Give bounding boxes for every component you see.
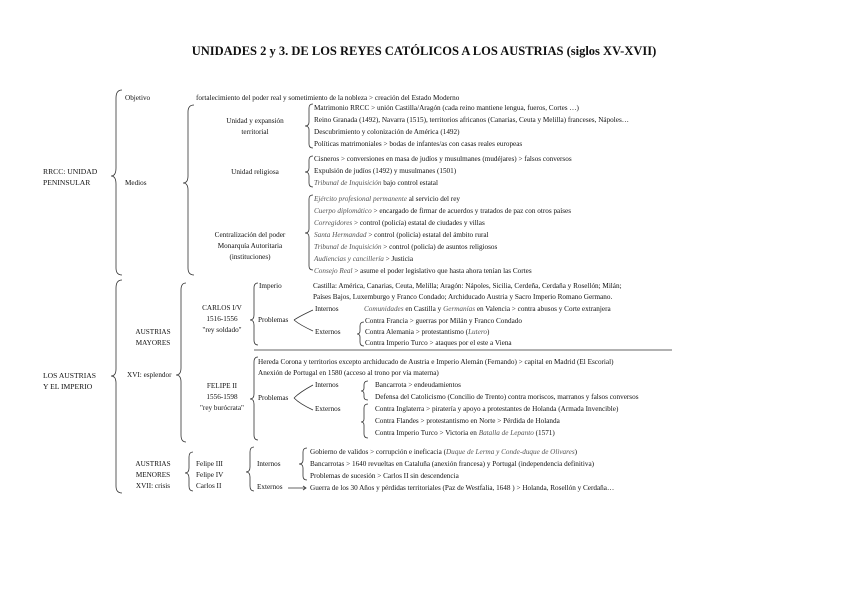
- brace-rrcc: [111, 90, 122, 275]
- brace-menores-problemas: [246, 447, 254, 491]
- imperio-label: Imperio: [259, 282, 282, 290]
- felipe-internos-label: Internos: [315, 381, 339, 389]
- unidad-religiosa-label: Unidad religiosa: [231, 168, 279, 176]
- brace-felipe-externos: [361, 404, 368, 438]
- brace-austrias: [111, 280, 122, 493]
- brace-centralizacion: [305, 195, 313, 270]
- list-item: Bancarrota > endeudamientos: [375, 381, 461, 389]
- rey-carlos-ii: Carlos II: [196, 482, 222, 490]
- list-item: Tribunal de Inquisición > control (policía) de asuntos religiosos: [314, 243, 498, 251]
- list-item: Matrimonio RRCC > unión Castilla/Aragón (cada reino mantiene lengua, fueros, Cortes …): [314, 104, 579, 112]
- menores-1: AUSTRIAS: [135, 460, 171, 468]
- objetivo-label: Objetivo: [125, 94, 151, 102]
- austrias-heading-2: Y EL IMPERIO: [43, 382, 93, 391]
- rrcc-heading-1: RRCC: UNIDAD: [43, 167, 98, 176]
- centralizacion-2: Monarquía Autoritaria: [217, 242, 283, 250]
- list-item: Contra Imperio Turco > ataques por el este a Viena: [365, 339, 512, 347]
- menores-internos-label: Internos: [257, 460, 281, 468]
- list-item: Audiencias y cancillería > Justicia: [314, 255, 414, 263]
- felipe-herencia-1: Hereda Corona y territorios excepto archiducado de Austria e Imperio Alemán (Fernando) > capital en Madrid (El Escorial): [258, 358, 614, 366]
- list-item: Descubrimiento y colonización de América (1492): [314, 128, 460, 136]
- medios-label: Medios: [125, 179, 147, 187]
- list-item: Contra Imperio Turco > Victoria en Batalla de Lepanto (1571): [375, 429, 555, 437]
- list-item: Guerra de los 30 Años y pérdidas territoriales (Paz de Westfalia, 1648 ) > Holanda, Rosellón y Cerdaña…: [310, 484, 615, 492]
- mayores-1: AUSTRIAS: [135, 328, 171, 336]
- list-item: Contra Flandes > protestantismo en Norte > Pérdida de Holanda: [375, 417, 560, 425]
- brace-xvi: [176, 283, 186, 442]
- carlos-internos-label: Internos: [315, 305, 339, 313]
- mayores-2: MAYORES: [135, 339, 171, 347]
- brace-carlos: [250, 283, 258, 345]
- list-item: Contra Francia > guerras por Milán y Franco Condado: [365, 317, 522, 325]
- list-item: Defensa del Catolicismo (Concilio de Trento) contra moriscos, marranos y falsos conversos: [375, 393, 639, 401]
- list-item: Cuerpo diplomático > encargado de firmar de acuerdos y tratados de paz con otros países: [314, 207, 572, 215]
- imperio-line-1: Castilla: América, Canarias, Ceuta, Melilla; Aragón: Nápoles, Sicilia, Cerdeña, Cerdaña y Rosellón; Milán;: [313, 282, 622, 290]
- list-item: Contra Inglaterra > piratería y apoyo a protestantes de Holanda (Armada Invencible): [375, 405, 619, 413]
- arrow-carlos-externos: [294, 320, 313, 331]
- rey-felipe-iii: Felipe III: [196, 460, 223, 468]
- menores-3: XVII: crisis: [135, 482, 171, 490]
- arrow-felipe-internos: [294, 385, 313, 398]
- carlos-dates: 1516-1556: [206, 315, 238, 323]
- brace-medios: [183, 105, 194, 275]
- felipe-dates: 1556-1598: [206, 393, 238, 401]
- austrias-heading-1: LOS AUSTRIAS: [43, 371, 96, 380]
- carlos-problemas-label: Problemas: [258, 316, 289, 324]
- carlos-name: CARLOS I/V: [202, 304, 242, 312]
- list-item: Contra Alemania > protestantismo (Lutero): [365, 328, 490, 336]
- list-item: Cisneros > conversiones en masa de judíos y musulmanes (mudéjares) > falsos conversos: [314, 155, 572, 163]
- centralizacion-3: (instituciones): [229, 253, 271, 261]
- felipe-problemas-label: Problemas: [258, 394, 289, 402]
- unidad-expansion-1: Unidad y expansión: [226, 117, 284, 125]
- list-item: Consejo Real > asume el poder legislativo que hasta ahora tenían las Cortes: [314, 267, 532, 275]
- imperio-line-2: Países Bajos, Luxemburgo y Franco Condado; Archiducado Austria y Sacro Imperio Romano Germano.: [313, 293, 613, 301]
- felipe-herencia-2: Anexión de Portugal en 1580 (acceso al trono por vía materna): [258, 369, 439, 377]
- felipe-epithet: "rey burócrata": [200, 404, 244, 412]
- list-item: Corregidores > control (policía) estatal de ciudades y villas: [314, 219, 485, 227]
- brace-felipe: [250, 357, 258, 440]
- list-item: Santa Hermandad > control (policía) estatal del ámbito rural: [314, 231, 489, 239]
- list-item: Problemas de sucesión > Carlos II sin descendencia: [310, 472, 459, 480]
- brace-carlos-externos: [357, 322, 364, 346]
- list-item: Reino Granada (1492), Navarra (1515), territorios africanos (Canarias, Ceuta y Melilla) franceses, Nápoles…: [314, 116, 629, 124]
- list-item: Expulsión de judíos (1492) y musulmanes (1501): [314, 167, 457, 175]
- list-item: Políticas matrimoniales > bodas de infantes/as con casas reales europeas: [314, 140, 523, 148]
- brace-menores-reyes: [185, 452, 193, 491]
- arrow-felipe-externos: [294, 398, 313, 410]
- list-item: Comunidades en Castilla y Germanías en Valencia > contra abusos y Corte extranjera: [364, 305, 611, 313]
- carlos-externos-label: Externos: [315, 328, 341, 336]
- menores-externos-label: Externos: [257, 483, 283, 491]
- menores-2: MENORES: [135, 471, 171, 479]
- rey-felipe-iv: Felipe IV: [196, 471, 224, 479]
- arrow-head: [303, 486, 306, 490]
- brace-felipe-internos: [361, 381, 368, 400]
- list-item: Ejército profesional permanente al servicio del rey: [314, 195, 460, 203]
- page-title: UNIDADES 2 y 3. DE LOS REYES CATÓLICOS A LOS AUSTRIAS (siglos XV-XVII): [191, 44, 657, 58]
- list-item: Bancarrotas > 1640 revueltas en Cataluña (anexión francesa) y Portugal (independencia definitiva): [310, 460, 595, 468]
- felipe-name: FELIPE II: [206, 382, 238, 390]
- siglo-xvi-label: XVI: esplendor: [127, 371, 172, 379]
- rrcc-heading-2: PENINSULAR: [43, 178, 91, 187]
- brace-unidad-expansion: [305, 104, 313, 148]
- unidad-expansion-2: territorial: [241, 128, 269, 136]
- brace-menores-internos: [299, 448, 307, 480]
- brace-unidad-religiosa: [305, 156, 313, 187]
- list-item: Tribunal de Inquisición bajo control estatal: [314, 179, 438, 187]
- centralizacion-1: Centralización del poder: [214, 231, 286, 239]
- felipe-externos-label: Externos: [315, 405, 341, 413]
- objetivo-text: fortalecimiento del poder real y sometimiento de la nobleza > creación del Estado Moderno: [196, 94, 460, 102]
- carlos-epithet: "rey soldado": [202, 326, 242, 334]
- arrow-carlos-internos: [294, 310, 313, 320]
- list-item: Gobierno de validos > corrupción e ineficacia (Duque de Lerma y Conde-duque de Olivares): [310, 448, 578, 456]
